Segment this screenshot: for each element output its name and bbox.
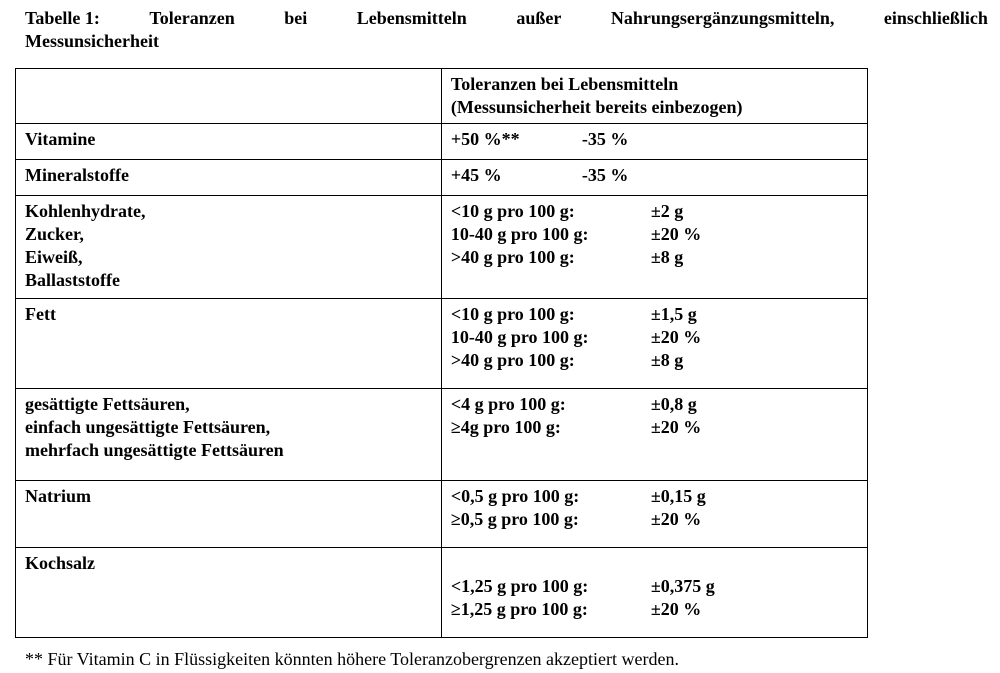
range-line: [451, 508, 858, 531]
range-line: [451, 598, 858, 621]
table-row-vitamine: [16, 124, 868, 160]
row-tolerance: [441, 124, 867, 160]
range-line: [451, 575, 858, 598]
table-row-kochsalz: [16, 548, 868, 638]
tolerance-value: ±0,8 g: [650, 394, 697, 414]
tolerance-value: ±0,375 g: [650, 576, 715, 596]
table-row-natrium: [16, 481, 868, 548]
caption-line-1: [25, 7, 988, 30]
row-label: Mineralstoffe: [16, 160, 442, 196]
range-value: <10 g pro 100 g:: [450, 304, 575, 324]
table-row-fettsaeuren: [16, 389, 868, 481]
range-line: [451, 246, 858, 269]
table-row-fett: [16, 299, 868, 389]
row-label: [16, 196, 442, 299]
header-text: (Messunsicherheit bereits einbezogen): [450, 97, 743, 117]
range-value: <10 g pro 100 g:: [450, 201, 575, 221]
tolerance-table: [15, 68, 868, 638]
upper-tolerance: +45 %: [450, 165, 502, 185]
footnote: ** Für Vitamin C in Flüssigkeiten könnten höhere Toleranzobergrenzen akzeptiert werden.: [25, 649, 679, 669]
row-tolerance: [441, 481, 867, 548]
row-label: Fett: [16, 299, 442, 389]
tolerance-value: ±8 g: [650, 247, 684, 267]
caption-word: Tabelle 1:: [25, 8, 100, 28]
range-value: ≥4g pro 100 g:: [450, 417, 561, 437]
range-value: ≥0,5 g pro 100 g:: [450, 509, 579, 529]
tolerance-value: ±8 g: [650, 350, 684, 370]
range-value: >40 g pro 100 g:: [450, 247, 575, 267]
row-label: Kochsalz: [16, 548, 442, 638]
tolerance-value: ±2 g: [650, 201, 684, 221]
row-tolerance: [441, 299, 867, 389]
tolerance-value: ±20 %: [650, 417, 702, 437]
label-line: Eiweiß,: [25, 247, 83, 267]
header-text: Toleranzen bei Lebensmitteln: [450, 74, 679, 94]
caption-word: Nahrungsergänzungsmitteln,: [610, 8, 835, 28]
range-value: <4 g pro 100 g:: [450, 394, 566, 414]
table-row-mineralstoffe: [16, 160, 868, 196]
tolerance-value: ±20 %: [650, 509, 702, 529]
row-tolerance: [441, 196, 867, 299]
caption-word: bei: [284, 8, 308, 28]
table-caption: [25, 7, 988, 53]
label-line: mehrfach ungesättigte Fettsäuren: [25, 440, 284, 460]
caption-line-2: Messunsicherheit: [25, 31, 159, 51]
row-label: Vitamine: [16, 124, 442, 160]
lower-tolerance: -35 %: [581, 129, 629, 149]
header-cell-tolerances: [441, 69, 867, 124]
row-tolerance: [441, 548, 867, 638]
caption-word: einschließlich: [883, 8, 988, 28]
range-line: [451, 393, 858, 416]
label-line: Ballaststoffe: [25, 270, 120, 290]
range-line: [451, 416, 858, 439]
tolerance-value: ±20 %: [650, 224, 702, 244]
table-row-kohlenhydrate: [16, 196, 868, 299]
header-cell-empty: [16, 69, 442, 124]
caption-word: Toleranzen: [149, 8, 235, 28]
range-value: ≥1,25 g pro 100 g:: [450, 599, 588, 619]
range-line: [451, 223, 858, 246]
table-header-row: [16, 69, 868, 124]
upper-tolerance: +50 %**: [450, 129, 520, 149]
tolerance-value: ±20 %: [650, 327, 702, 347]
range-value: <0,5 g pro 100 g:: [450, 486, 580, 506]
range-value: 10-40 g pro 100 g:: [450, 327, 589, 347]
label-line: Kohlenhydrate,: [25, 201, 146, 221]
lower-tolerance: -35 %: [581, 165, 629, 185]
caption-word: Lebensmitteln: [356, 8, 467, 28]
caption-word: außer: [516, 8, 562, 28]
range-line: [451, 349, 858, 372]
range-line: [451, 303, 858, 326]
row-label: [16, 389, 442, 481]
tolerance-value: ±1,5 g: [650, 304, 697, 324]
tolerance-value: ±0,15 g: [650, 486, 706, 506]
range-line: [451, 326, 858, 349]
label-line: gesättigte Fettsäuren,: [25, 394, 190, 414]
range-value: 10-40 g pro 100 g:: [450, 224, 589, 244]
range-line: [451, 485, 858, 508]
tolerance-value: ±20 %: [650, 599, 702, 619]
row-label: Natrium: [16, 481, 442, 548]
range-line: [451, 200, 858, 223]
row-tolerance: [441, 160, 867, 196]
range-value: <1,25 g pro 100 g:: [450, 576, 589, 596]
range-value: >40 g pro 100 g:: [450, 350, 575, 370]
label-line: einfach ungesättigte Fettsäuren,: [25, 417, 271, 437]
label-line: Zucker,: [25, 224, 84, 244]
row-tolerance: [441, 389, 867, 481]
